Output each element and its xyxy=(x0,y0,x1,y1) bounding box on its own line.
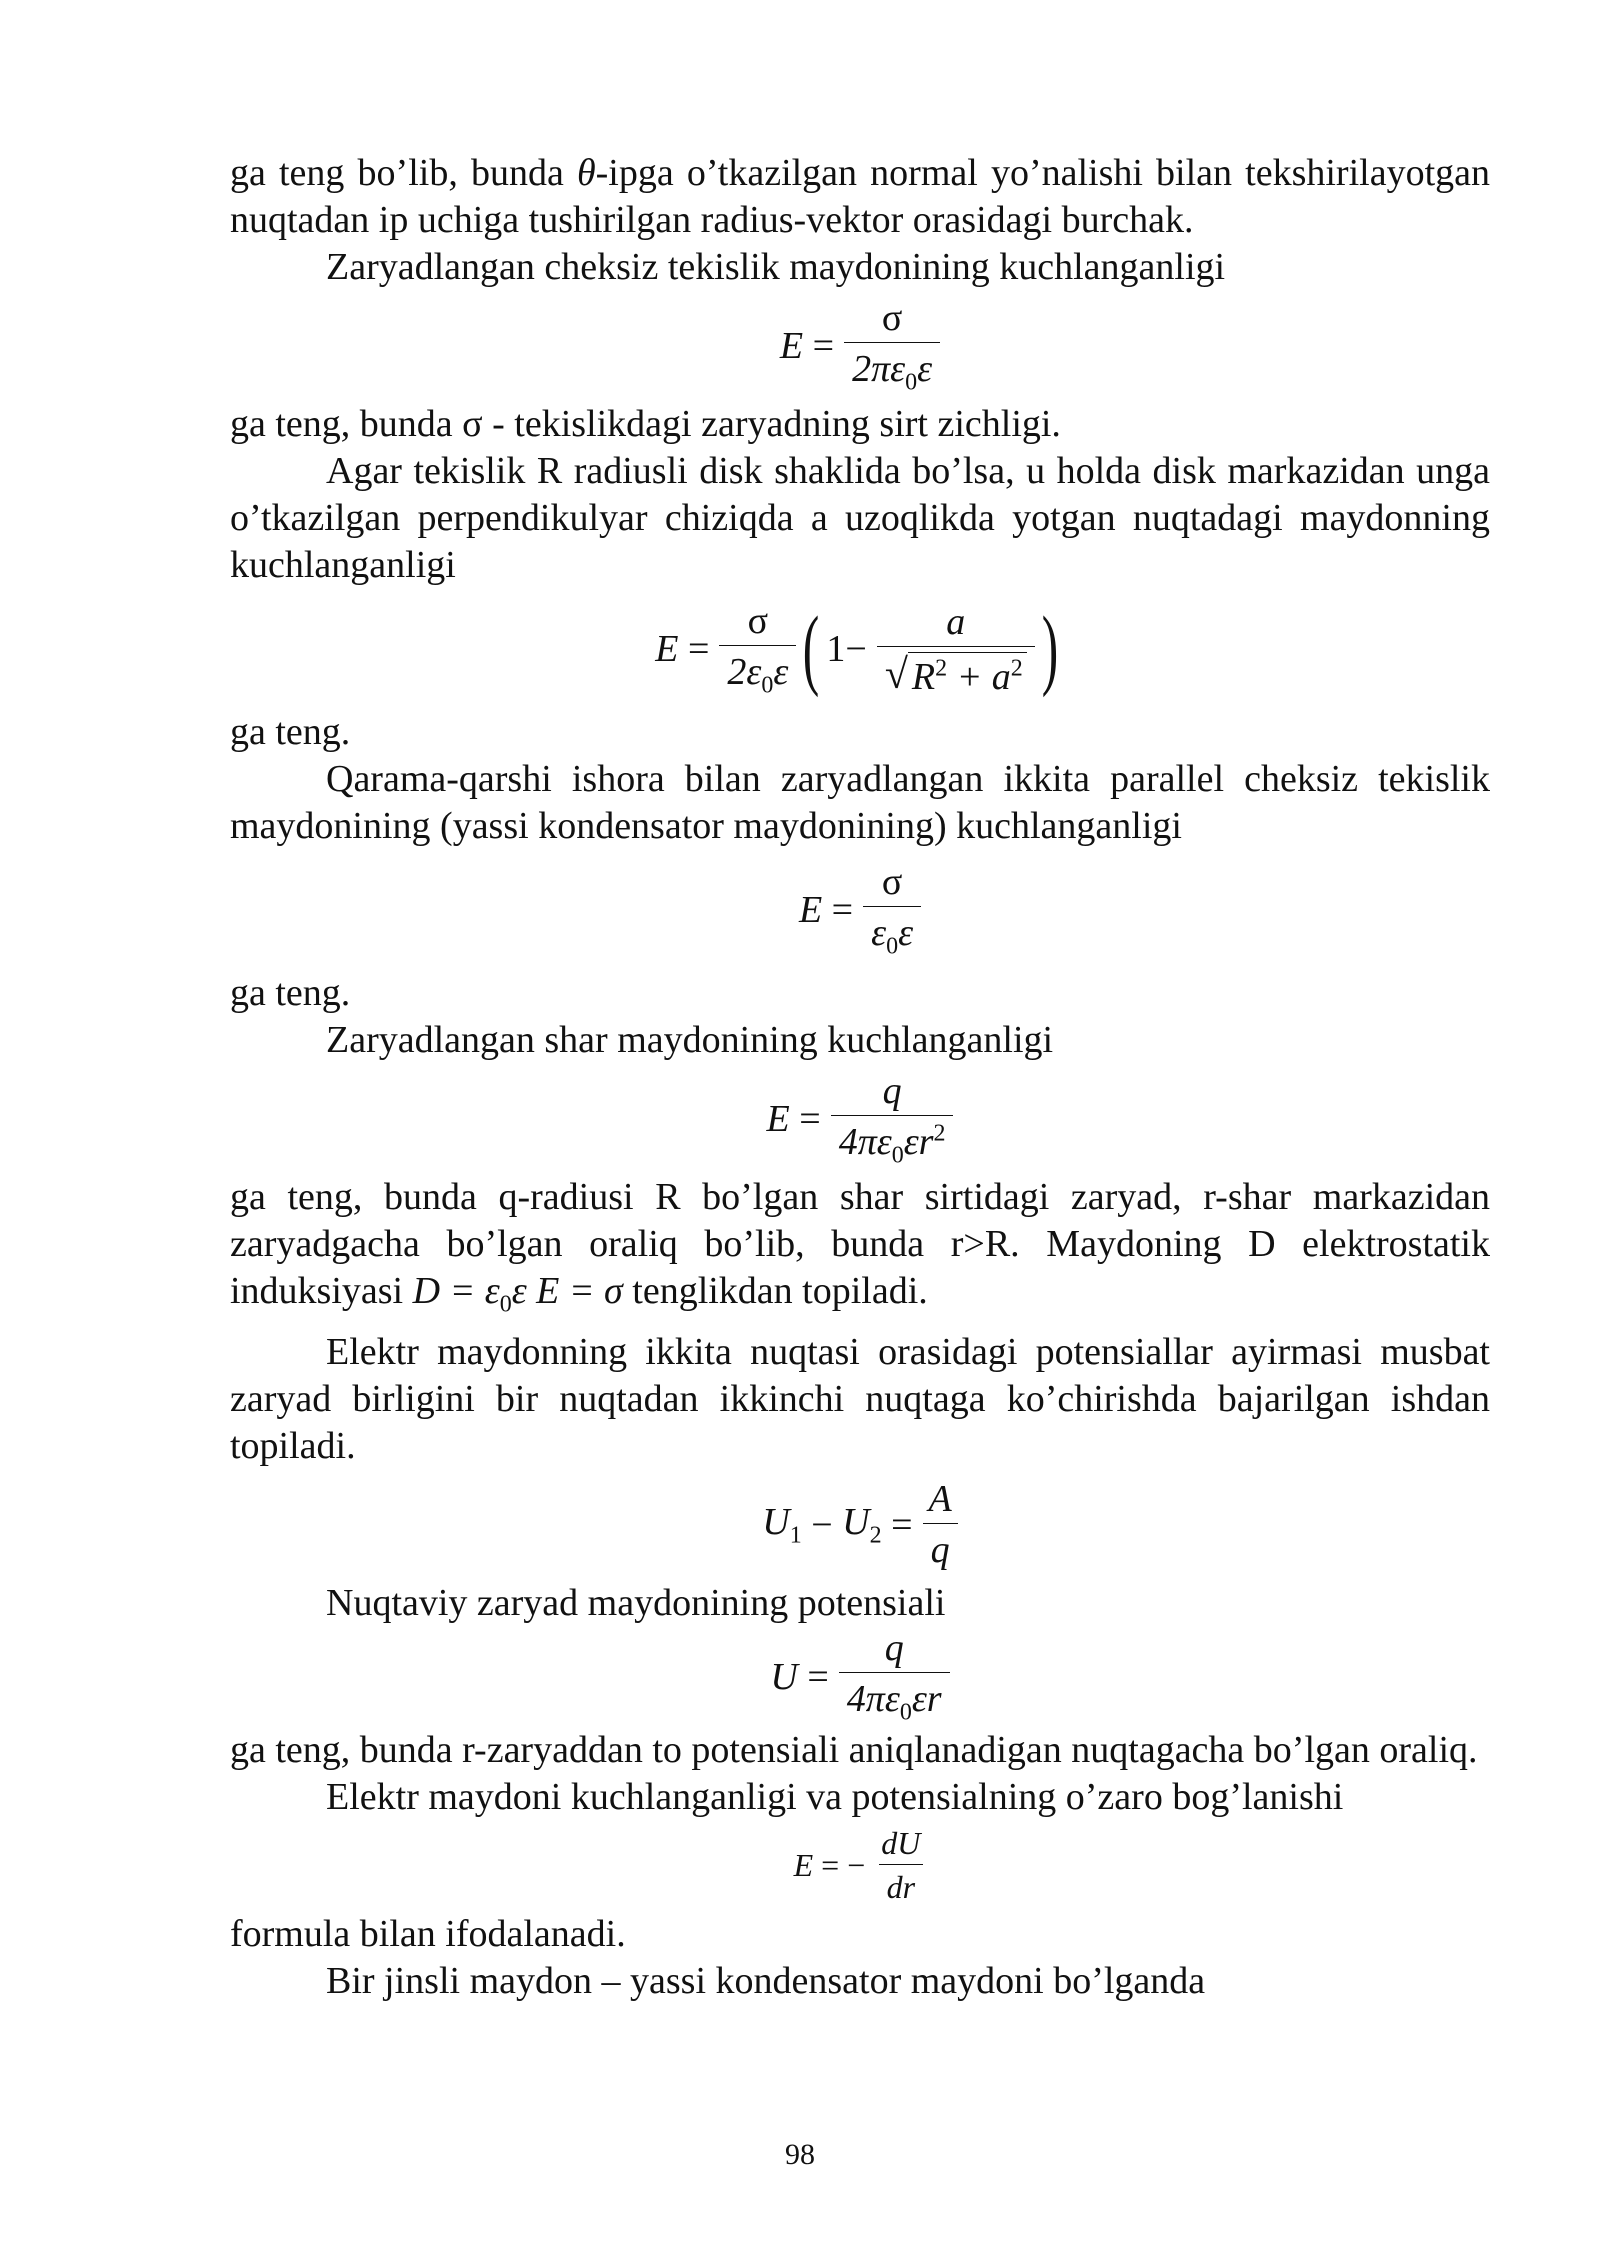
paragraph-7: ga teng. xyxy=(230,972,351,1014)
paragraph-14: formula bilan ifodalanadi. xyxy=(230,1912,626,1955)
paragraph-15: Bir jinsli maydon – yassi kondensator maydoni bo’lganda xyxy=(326,1959,1206,2002)
formula-point-potential: U = $\frac{q}{4\pi\varepsilon_0\varepsilon r}$ xyxy=(230,1627,1490,1727)
paragraph-11: Nuqtaviy zaryad maydonining potensiali xyxy=(326,1581,946,1624)
paragraph-3: ga teng, bunda σ - tekislikdagi zaryadning sirt zichligi. xyxy=(230,403,1061,445)
paragraph-6: Qarama-qarshi ishora bilan zaryadlangan ikkita parallel cheksiz tekislik maydonining (yassi kondensator maydonining) kuchlanganligi xyxy=(230,758,1490,847)
text: ga teng bo’lib, bunda xyxy=(230,152,577,194)
formula-capacitor-field: E = $\frac{\sigma}{\varepsilon_0\varepsilon}$ xyxy=(230,850,1490,970)
theta-symbol: θ xyxy=(576,152,596,194)
formula-potential-difference: $U_1$ − $U_2$ = $\frac{A}{q}$ xyxy=(230,1470,1490,1580)
formula-gradient: E = − $\frac{dU}{dr}$ xyxy=(230,1821,1490,1911)
formula-disk-field: E = $\frac{\sigma}{2\varepsilon_0\varepsilon}$ ( 1− a √ $R^2 + a^2$ ) xyxy=(655,599,1058,699)
page-number: 98 xyxy=(785,2138,815,2171)
formula-plane-field: E = $\frac{\sigma}{2\pi\varepsilon_0\varepsilon}$ xyxy=(230,291,1490,401)
paragraph-2: Zaryadlangan cheksiz tekislik maydonining kuchlanganligi xyxy=(326,246,1226,288)
text: ga teng, bunda q-radiusi R bo’lgan shar sirtidagi zaryad, r-shar markazidan zaryadgacha bo’lgan oraliq bo’lib, bunda r>R. Maydoning D elektrostatik induksiyasi xyxy=(230,1176,1490,1312)
inline-formula-induction: $D = \varepsilon_0\varepsilon$ E = σ xyxy=(412,1270,623,1318)
formula-sphere-field: E = $\frac{q}{4\pi\varepsilon_0\varepsilon r^2}$ xyxy=(230,1064,1490,1174)
text: -ipga o’tkazilgan normal yo’nalishi bilan tekshirilayotgan nuqtadan ip uchiga tushirilgan radius-vektor orasidagi burchak. xyxy=(230,152,1490,241)
paragraph-8: Zaryadlangan shar maydonining kuchlanganligi xyxy=(326,1019,1054,1061)
paragraph-4: Agar tekislik R radiusli disk shaklida bo’lsa, u holda disk markazidan unga o’tkazilgan perpendikulyar chiziqda a uzoqlikda yotgan nuqtadagi maydonning kuchlanganligi xyxy=(230,450,1490,586)
paragraph-13: Elektr maydoni kuchlanganligi va potensialning o’zaro bog’lanishi xyxy=(326,1775,1344,1818)
paragraph-5: ga teng. xyxy=(230,711,351,753)
text: tenglikdan topiladi. xyxy=(622,1270,928,1312)
page-body xyxy=(230,150,1490,2005)
paragraph-1 xyxy=(230,150,1490,244)
paragraph-10: Elektr maydonning ikkita nuqtasi orasidagi potensiallar ayirmasi musbat zaryad birligini bir nuqtadan ikkinchi nuqtaga ko’chirishda bajarilgan ishdan topiladi. xyxy=(230,1330,1490,1467)
paragraph-9 xyxy=(230,1174,1490,1329)
paragraph-12: ga teng, bunda r-zaryaddan to potensiali aniqlanadigan nuqtagacha bo’lgan oraliq. xyxy=(230,1728,1478,1771)
